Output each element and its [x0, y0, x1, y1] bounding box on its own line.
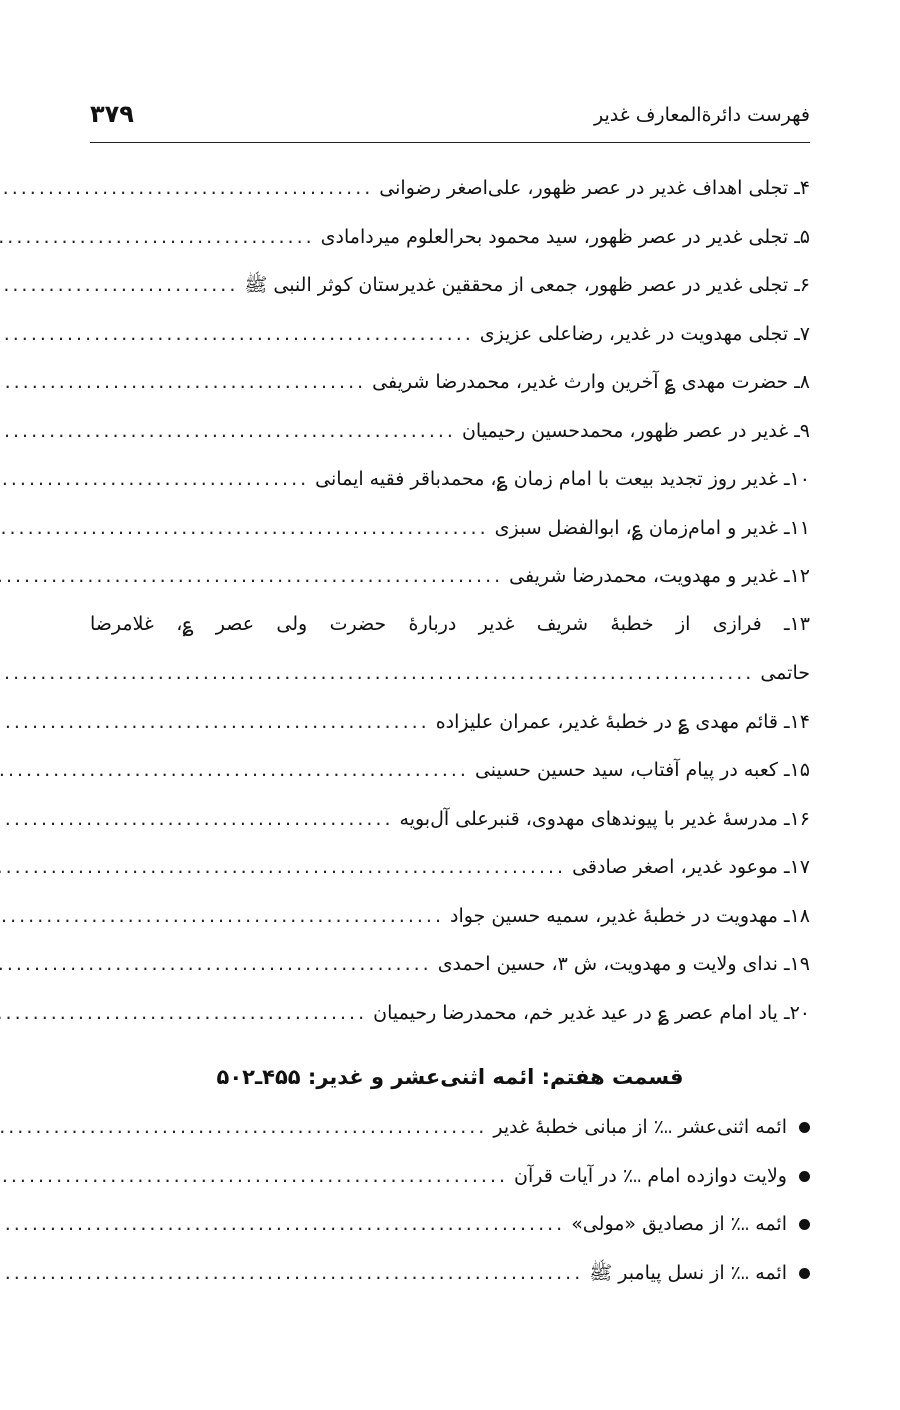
section-item-title: ائمه ؊ از نسل پیامبر ﷺ	[589, 1261, 787, 1284]
section-item-title-wrap	[493, 1103, 810, 1152]
section-item-title-wrap	[571, 1200, 810, 1249]
leader-dots	[0, 1249, 583, 1298]
toc-entry	[90, 406, 810, 455]
leader-dots	[0, 213, 315, 262]
section-item-title: ائمه ؊ از مصادیق «مولی»	[571, 1213, 787, 1235]
toc-entry-title: ۹ـ غدیر در عصر ظهور، محمدحسین رحیمیان	[461, 419, 810, 442]
section-item	[90, 1102, 810, 1151]
leader-dots	[0, 164, 373, 213]
toc-entry-title: ۶ـ تجلی غدیر در عصر ظهور، جمعی از محققین غدیرستان کوثر النبی ﷺ	[244, 274, 810, 296]
section-item-title: ائمه اثنی‌عشر ؊ از مبانی خطبهٔ غدیر	[493, 1116, 787, 1138]
toc-entry	[90, 260, 810, 309]
leader-dots	[0, 310, 474, 359]
toc-entry-title: ۱۸ـ مهدویت در خطبهٔ غدیر، سمیه حسین جواد	[449, 904, 810, 927]
toc-entry-title: ۱۰ـ غدیر روز تجدید بیعت با امام زمان ؏، محمدباقر فقیه ایمانی	[315, 468, 810, 490]
toc-entry	[90, 891, 810, 940]
leader-dots	[0, 649, 754, 698]
toc-entry	[90, 551, 810, 600]
toc-list-part1	[90, 163, 810, 1036]
leader-dots	[0, 1200, 565, 1249]
leader-dots	[0, 989, 367, 1038]
toc-entry	[90, 503, 810, 552]
toc-entry-title: ۱۵ـ کعبه در پیام آفتاب، سید حسین حسینی	[474, 759, 810, 781]
toc-entry	[90, 357, 810, 406]
section-item-title-wrap	[589, 1249, 810, 1298]
toc-entry	[90, 454, 810, 503]
toc-entry-title: ۱۲ـ غدیر و مهدویت، محمدرضا شریفی	[509, 565, 810, 587]
leader-dots	[0, 746, 469, 795]
toc-entry-title: ۱۷ـ موعود غدیر، اصغر صادقی	[572, 856, 810, 878]
header-rule	[90, 142, 810, 143]
toc-entry-title: ۱۶ـ مدرسهٔ غدیر با پیوندهای مهدوی، قنبرعلی آل‌بویه	[399, 807, 810, 830]
leader-dots	[0, 795, 394, 844]
section-item	[90, 1151, 810, 1200]
bullet-icon	[799, 1219, 810, 1230]
toc-entry	[90, 842, 810, 891]
toc-entry	[90, 697, 810, 746]
leader-dots	[0, 358, 366, 407]
toc-entry-wrapped	[90, 648, 810, 697]
toc-entry-title: ۸ـ حضرت مهدی ؏ آخرین وارث غدیر، محمدرضا شریفی	[372, 371, 810, 393]
toc-entry-title: حاتمی	[760, 662, 810, 684]
page-number: ۳۷۹	[90, 100, 134, 128]
leader-dots	[0, 940, 432, 989]
toc-entry	[90, 309, 810, 358]
section-item-title-wrap	[514, 1152, 810, 1201]
toc-entry	[90, 794, 810, 843]
leader-dots	[0, 552, 503, 601]
section-heading: قسمت هفتم: ائمه اثنی‌عشر و غدیر: ۴۵۵ـ۵۰۲	[216, 1065, 684, 1089]
leader-dots	[0, 1103, 487, 1152]
leader-dots	[0, 843, 566, 892]
toc-entry-title: ۴ـ تجلی اهداف غدیر در عصر ظهور، علی‌اصغر رضوانی	[379, 177, 810, 199]
leader-dots	[0, 407, 456, 456]
leader-dots	[0, 892, 444, 941]
toc-entry	[90, 939, 810, 988]
toc-entry-title: ۵ـ تجلی غدیر در عصر ظهور، سید محمود بحرالعلوم میردامادی	[320, 225, 810, 248]
toc-entry	[90, 988, 810, 1037]
bullet-icon	[799, 1122, 810, 1133]
section-list	[90, 1102, 810, 1296]
section-item	[90, 1199, 810, 1248]
page-header	[90, 88, 810, 138]
section-item-title: ولایت دوازده امام ؊ در آیات قرآن	[514, 1164, 787, 1187]
bullet-icon	[799, 1268, 810, 1279]
leader-dots	[0, 504, 489, 553]
leader-dots	[0, 261, 238, 310]
section-item	[90, 1248, 810, 1297]
toc-entry-title: ۱۴ـ قائم مهدی ؏ در خطبهٔ غدیر، عمران علیزاده	[435, 710, 810, 733]
toc-entry-title: ۱۱ـ غدیر و امام‌زمان ؏، ابوالفضل سبزی	[494, 516, 810, 539]
bullet-icon	[799, 1171, 810, 1182]
toc-entry	[90, 745, 810, 794]
toc-entry-title: ۷ـ تجلی مهدویت در غدیر، رضاعلی عزیزی	[479, 322, 810, 345]
leader-dots	[0, 698, 430, 747]
running-title: فهرست دائرةالمعارف غدیر	[593, 104, 810, 126]
toc-entry-title: ۱۹ـ ندای ولایت و مهدویت، ش ۳، حسین احمدی	[437, 953, 810, 975]
toc-entry-wrapped-line1: ۱۳ـ فرازی از خطبهٔ شریف غدیر دربارهٔ حضرت ولی عصر ؏، غلامرضا	[90, 612, 810, 635]
leader-dots	[0, 455, 309, 504]
toc-entry	[90, 163, 810, 212]
leader-dots	[0, 1152, 508, 1201]
toc-entry	[90, 212, 810, 261]
toc-entry-title: ۲۰ـ یاد امام عصر ؏ در عید غدیر خم، محمدرضا رحیمیان	[373, 1001, 810, 1024]
